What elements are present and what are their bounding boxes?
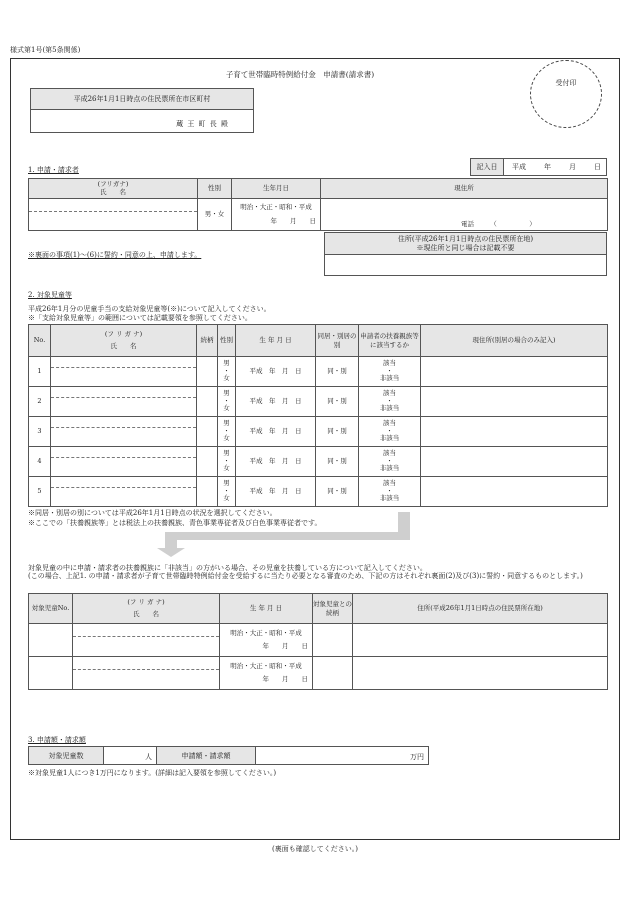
jan1-address-field[interactable] (324, 254, 607, 276)
child-birth[interactable]: 平成 年 月 日 (236, 387, 316, 417)
table-row (29, 447, 608, 477)
footer-note: (裏面も確認してください。) (272, 845, 358, 853)
guardian-address[interactable] (353, 657, 608, 690)
children-unit: 人 (145, 753, 152, 761)
section2-note2: ※「支給対象児童等」の範囲については記載要領を参照してください。 (28, 314, 252, 322)
date-field[interactable] (503, 158, 607, 176)
table-row (29, 357, 608, 387)
child-relation-field[interactable] (197, 417, 218, 447)
child-address-field[interactable] (421, 357, 608, 387)
children-count-label: 対象児童数 (28, 746, 104, 765)
g-col-no: 対象児童No. (29, 594, 73, 624)
child-name-field[interactable] (51, 387, 197, 417)
municipality-box (30, 109, 254, 133)
birth-header: 生年月日 (232, 179, 321, 199)
child-address-field[interactable] (421, 447, 608, 477)
col-cohab: 同居・別居の別 (316, 325, 359, 357)
child-no: 1 (29, 357, 51, 387)
child-sex[interactable]: 男 ・ 女 (218, 447, 236, 477)
section2-note1: 平成26年1月分の児童手当の支給対象児童等(※)について記入してください。 (28, 305, 271, 313)
col-name: (フ リ ガ ナ) 氏 名 (51, 325, 197, 357)
applicant-table (28, 178, 608, 231)
section2-foot1: ※同居・別居の別については平成26年1月1日時点の状況を選択してください。 (28, 509, 277, 517)
guardian-address[interactable] (353, 624, 608, 657)
pledge-note: ※裏面の事項(1)～(6)に誓約・同意の上、申請します。 (28, 251, 202, 259)
section2-foot2: ※ここでの「扶養親族等」とは税法上の扶養親族、青色事業専従者及び白色事業専従者です。 (28, 519, 322, 527)
g-col-relation: 対象児童との続柄 (313, 594, 353, 624)
child-cohab[interactable]: 同・別 (316, 447, 359, 477)
section3-heading: 3. 申請額・請求額 (28, 736, 86, 744)
col-birth: 生 年 月 日 (236, 325, 316, 357)
child-birth[interactable]: 平成 年 月 日 (236, 447, 316, 477)
child-no: 5 (29, 477, 51, 507)
child-no: 3 (29, 417, 51, 447)
child-dependent[interactable]: 該当 ・ 非該当 (359, 387, 421, 417)
child-relation-field[interactable] (197, 387, 218, 417)
section3-note: ※対象児童1人につき1万円になります。(詳細は記入要領を参照してください。) (28, 769, 277, 777)
child-relation-field[interactable] (197, 447, 218, 477)
child-address-field[interactable] (421, 417, 608, 447)
guardian-child-no[interactable] (29, 657, 73, 690)
child-name-field[interactable] (51, 417, 197, 447)
guardian-child-no[interactable] (29, 624, 73, 657)
date-year: 年 (544, 163, 551, 171)
child-address-field[interactable] (421, 477, 608, 507)
child-cohab[interactable]: 同・別 (316, 477, 359, 507)
child-relation-field[interactable] (197, 477, 218, 507)
addressee: 蔵 王 町 長 殿 (176, 120, 229, 128)
child-no: 4 (29, 447, 51, 477)
children-count-field[interactable] (103, 746, 157, 765)
child-sex[interactable]: 男 ・ 女 (218, 357, 236, 387)
reception-stamp (530, 60, 602, 128)
child-name-field[interactable] (51, 477, 197, 507)
date-day: 日 (594, 163, 601, 171)
col-no: No. (29, 325, 51, 357)
sex-header: 性別 (198, 179, 232, 199)
form-title: 子育て世帯臨時特例給付金 申請書(請求書) (225, 69, 375, 79)
applicant-name-field[interactable] (29, 199, 198, 231)
amount-unit: 万円 (410, 753, 424, 761)
child-relation-field[interactable] (197, 357, 218, 387)
child-dependent[interactable]: 該当 ・ 非該当 (359, 477, 421, 507)
child-address-field[interactable] (421, 387, 608, 417)
child-name-field[interactable] (51, 447, 197, 477)
child-cohab[interactable]: 同・別 (316, 357, 359, 387)
child-dependent[interactable]: 該当 ・ 非該当 (359, 357, 421, 387)
applicant-sex[interactable]: 男・女 (198, 199, 232, 231)
jan1-address-header: 住所(平成26年1月1日時点の住民票所在地) ※現住所と同じ場合は記載不要 (324, 232, 607, 255)
section2b-line2: (この場合、上記1. の申請・請求者が子育て世帯臨時特例給付金を受給するに当たり必要となる審査のため、下記の方はそれぞれ裏面(2)及び(3)に誓約・同意するものとします。) (28, 572, 583, 580)
child-cohab[interactable]: 同・別 (316, 387, 359, 417)
table-row (29, 477, 608, 507)
municipality-header: 平成26年1月1日時点の住民票所在市区町村 (30, 88, 254, 110)
applicant-birth[interactable]: 明治・大正・昭和・平成 年 月 日 (232, 199, 321, 231)
child-dependent[interactable]: 該当 ・ 非該当 (359, 417, 421, 447)
date-era: 平成 (512, 163, 526, 171)
stamp-label: 受付印 (555, 79, 577, 87)
child-dependent[interactable]: 該当 ・ 非該当 (359, 447, 421, 477)
guardian-birth[interactable]: 明治・大正・昭和・平成 年 月 日 (220, 657, 313, 690)
child-cohab[interactable]: 同・別 (316, 417, 359, 447)
section1-heading: 1. 申請・請求者 (28, 166, 79, 174)
section2b-line1: 対象児童の中に申請・請求者の扶養親族に「非該当」の方がいる場合、その児童を扶養している方について記入してください。 (28, 564, 427, 572)
guardian-relation[interactable] (313, 657, 353, 690)
child-birth[interactable]: 平成 年 月 日 (236, 417, 316, 447)
table-row (29, 387, 608, 417)
col-address: 現住所(別居の場合のみ記入) (421, 325, 608, 357)
table-row (29, 417, 608, 447)
g-col-name: (フ リ ガ ナ) 氏 名 (73, 594, 220, 624)
guardian-birth[interactable]: 明治・大正・昭和・平成 年 月 日 (220, 624, 313, 657)
col-dependent: 申請者の扶養親族等に該当するか (359, 325, 421, 357)
guardian-name-field[interactable] (73, 624, 220, 657)
guardian-name-field[interactable] (73, 657, 220, 690)
child-no: 2 (29, 387, 51, 417)
applicant-name-header: (フリガナ) 氏 名 (29, 179, 198, 199)
col-sex: 性別 (218, 325, 236, 357)
child-sex[interactable]: 男 ・ 女 (218, 417, 236, 447)
current-address-field[interactable] (321, 199, 608, 231)
g-col-address: 住所(平成26年1月1日時点の住民票所在地) (353, 594, 608, 624)
amount-label: 申請額・請求額 (156, 746, 256, 765)
guardian-table (28, 593, 608, 690)
amount-field[interactable] (255, 746, 429, 765)
child-name-field[interactable] (51, 357, 197, 387)
child-sex[interactable]: 男 ・ 女 (218, 387, 236, 417)
child-birth[interactable]: 平成 年 月 日 (236, 357, 316, 387)
flow-arrow-icon (155, 510, 415, 558)
guardian-relation[interactable] (313, 624, 353, 657)
form-number: 様式第1号(第5条関係) (10, 46, 81, 54)
col-relation: 続柄 (197, 325, 218, 357)
address-header: 現住所 (321, 179, 608, 199)
children-table (28, 324, 608, 507)
phone-label: 電話 （ ） (461, 219, 536, 228)
section2-heading: 2. 対象児童等 (28, 291, 72, 299)
table-row (29, 624, 608, 657)
table-row (29, 657, 608, 690)
child-sex[interactable]: 男 ・ 女 (218, 477, 236, 507)
date-month: 月 (569, 163, 576, 171)
g-col-birth: 生 年 月 日 (220, 594, 313, 624)
child-birth[interactable]: 平成 年 月 日 (236, 477, 316, 507)
date-label: 記入日 (470, 158, 504, 176)
